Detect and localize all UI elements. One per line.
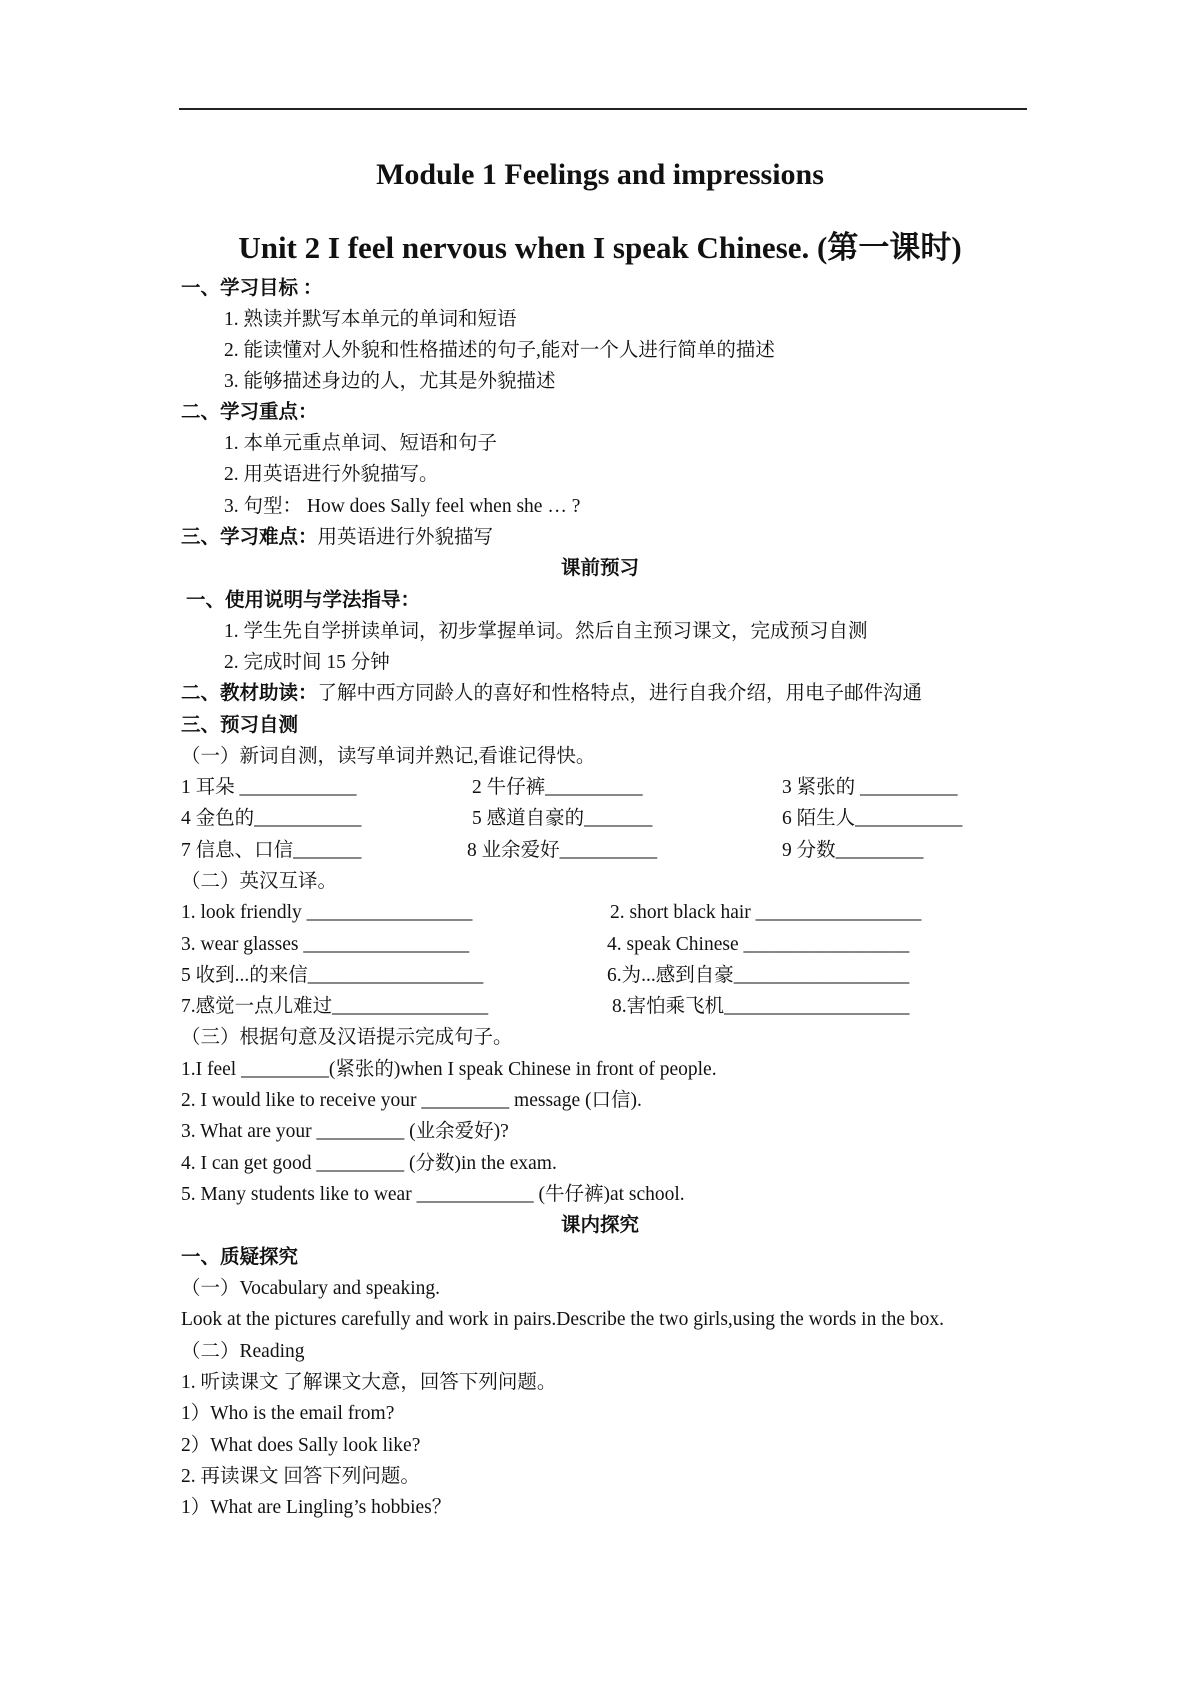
reading-item: 1. 听读课文 了解课文大意，回答下列问题。 (181, 1372, 557, 1393)
sentence-item: 4. I can get good _________ (分数)in the exam. (181, 1153, 557, 1174)
word-item: 4 金色的___________ (181, 808, 362, 829)
reading-heading: （二）Reading (181, 1341, 305, 1362)
objective-item: 1. 熟读并默写本单元的单词和短语 (224, 309, 517, 330)
word-item: 1 耳朵 ____________ (181, 777, 357, 798)
guide-item: 2. 完成时间 15 分钟 (224, 652, 390, 673)
translation-item: 6.为...感到自豪__________________ (607, 965, 910, 986)
key-point-item: 3. 句型： How does Sally feel when she … ? (224, 496, 581, 517)
vocab-instruction: Look at the pictures carefully and work in pairs.Describe the two girls,using the words in the box. (181, 1309, 945, 1330)
translation-item: 2. short black hair _________________ (610, 902, 922, 923)
word-item: 2 牛仔裤__________ (472, 777, 643, 798)
key-point-item: 2. 用英语进行外貌描写。 (224, 464, 439, 485)
word-item: 8 业余爱好__________ (467, 840, 658, 861)
aid-text: 了解中西方同龄人的喜好和性格特点，进行自我介绍，用电子邮件沟通 (317, 683, 923, 704)
aid-line (181, 681, 922, 707)
sentence-item: 5. Many students like to wear ____________ (牛仔裤)at school. (181, 1184, 685, 1205)
translation-item: 1. look friendly _________________ (181, 902, 473, 923)
objective-item: 3. 能够描述身边的人，尤其是外貌描述 (224, 371, 556, 392)
word-item: 3 紧张的 __________ (782, 777, 958, 798)
translation-item: 4. speak Chinese _________________ (607, 934, 910, 955)
part3-heading: （三）根据句意及汉语提示完成句子。 (181, 1027, 513, 1048)
page-title: Module 1 Feelings and impressions (376, 158, 824, 191)
word-item: 6 陌生人___________ (782, 808, 963, 829)
word-item: 7 信息、口信_______ (181, 840, 362, 861)
page-subtitle: Unit 2 I feel nervous when I speak Chinese. (第一课时) (238, 230, 962, 265)
selftest-heading: 三、预习自测 (181, 715, 299, 736)
part1-heading: （一）新词自测，读写单词并熟记,看谁记得快。 (181, 746, 596, 767)
difficulty-heading: 三、学习难点： (181, 527, 318, 548)
reading-item: 1）What are Lingling’s hobbies？ (181, 1497, 452, 1518)
objectives-heading: 一、学习目标 ： (181, 278, 323, 299)
vocab-heading: （一）Vocabulary and speaking. (181, 1278, 441, 1299)
translation-item: 7.感觉一点儿难过________________ (181, 996, 489, 1017)
difficulty-line (181, 525, 493, 551)
sentence-item: 2. I would like to receive your _________ message (口信). (181, 1090, 642, 1111)
reading-item: 2）What does Sally look like? (181, 1435, 421, 1456)
part2-heading: （二）英汉互译。 (181, 871, 338, 892)
word-item: 9 分数_________ (782, 840, 924, 861)
reading-item: 2. 再读课文 回答下列问题。 (181, 1466, 420, 1487)
guide-item: 1. 学生先自学拼读单词，初步掌握单词。然后自主预习课文，完成预习自测 (224, 621, 868, 642)
translation-item: 5 收到...的来信__________________ (181, 965, 484, 986)
header-rule (179, 108, 1027, 110)
key-point-item: 1. 本单元重点单词、短语和句子 (224, 433, 498, 454)
word-item: 5 感道自豪的_______ (472, 808, 653, 829)
reading-item: 1）Who is the email from? (181, 1403, 395, 1424)
difficulty-text: 用英语进行外貌描写 (317, 527, 494, 548)
inquiry-heading: 一、质疑探究 (181, 1247, 299, 1268)
key-points-heading: 二、学习重点： (181, 402, 318, 423)
inclass-heading: 课内探究 (560, 1215, 639, 1236)
translation-item: 3. wear glasses _________________ (181, 934, 470, 955)
preview-heading: 课前预习 (560, 558, 639, 579)
sentence-item: 3. What are your _________ (业余爱好)? (181, 1121, 509, 1142)
guide-heading: 一、使用说明与学法指导： (186, 590, 421, 611)
objective-item: 2. 能读懂对人外貌和性格描述的句子,能对一个人进行简单的描述 (224, 340, 775, 361)
translation-item: 8.害怕乘飞机___________________ (612, 996, 910, 1017)
aid-heading: 二、教材助读： (181, 683, 318, 704)
sentence-item: 1.I feel _________(紧张的)when I speak Chinese in front of people. (181, 1059, 717, 1080)
